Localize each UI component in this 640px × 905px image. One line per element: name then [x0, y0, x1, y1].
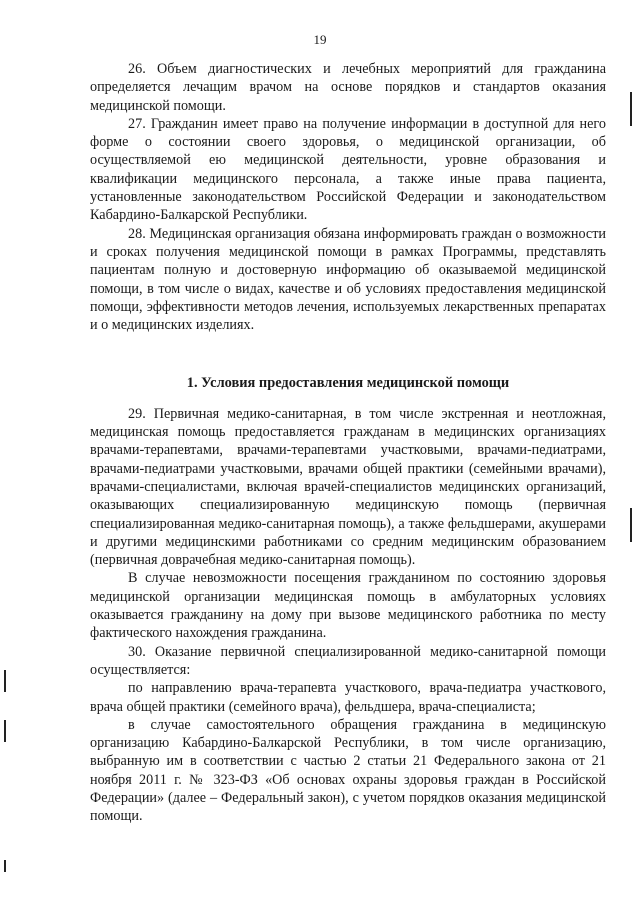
scan-edge-mark	[630, 92, 632, 126]
scan-edge-mark	[4, 720, 6, 742]
paragraph-home-care: В случае невозможности посещения гражданином по состоянию здоровья медицинской организации медицинская помощь в амбулаторных условиях оказывается гражданину на дому при вызове медицинского работника по месту фактического нахождения гражданина.	[90, 570, 606, 642]
scan-edge-mark	[4, 670, 6, 692]
scan-edge-mark	[4, 860, 6, 872]
paragraph-26: 26. Объем диагностических и лечебных мероприятий для гражданина определяется лечащим врачом на основе порядков и стандартов оказания медицинской помощи.	[90, 61, 606, 114]
document-body	[90, 60, 606, 826]
paragraph-30: 30. Оказание первичной специализированной медико-санитарной помощи осуществляется:	[90, 643, 606, 678]
paragraph-referral: по направлению врача-терапевта участкового, врача-педиатра участкового, врача общей практики (семейного врача), фельдшера, врача-специалиста;	[90, 680, 606, 715]
page-number: 19	[313, 32, 327, 47]
section-heading: 1. Условия предоставления медицинской помощи	[186, 375, 510, 392]
paragraph-28: 28. Медицинская организация обязана информировать граждан о возможности и сроках получения медицинской помощи в рамках Программы, представлять пациентам полную и достоверную информацию об оказываемой медицинской помощи, в том числе о видах, качестве и об условиях предоставления медицинской помощи, эффективности методов лечения, используемых лекарственных препаратах и о медицинских изделиях.	[90, 225, 606, 334]
paragraph-self-referral: в случае самостоятельного обращения гражданина в медицинскую организацию Кабардино-Балкарской Республики, в том числе организацию, выбранную им в соответствии с частью 2 статьи 21 Федерального закона от 21 ноября 2011 г. № 323-ФЗ «Об основах охраны здоровья граждан в Российской Федерации» (далее – Федеральный закон), с учетом порядков оказания медицинской помощи.	[90, 716, 606, 825]
scan-edge-mark	[630, 508, 632, 542]
paragraph-29: 29. Первичная медико-санитарная, в том числе экстренная и неотложная, медицинская помощь предоставляется гражданам в медицинских организациях врачами-терапевтами, врачами-терапевтами участковыми, врачами-педиатрами, врачами-педиатрами участковыми, врачами общей практики (семейными врачами), врачами-специалистами, включая врачей-специалистов медицинских организаций, оказывающих специализированную медицинскую помощь (первичная специализированная медико-санитарная помощь), а также фельдшерами, акушерами и другими медицинскими работниками со средним медицинским образованием (первичная доврачебная медико-санитарная помощь).	[90, 405, 606, 569]
paragraph-27: 27. Гражданин имеет право на получение информации в доступной для него форме о состоянии своего здоровья, о медицинской организации, об осуществляемой ею медицинской деятельности, уровне образования и квалификации медицинского персонала, а также иные права пациента, установленные законодательством Российской Федерации и законодательством Кабардино-Балкарской Республики.	[90, 115, 606, 224]
